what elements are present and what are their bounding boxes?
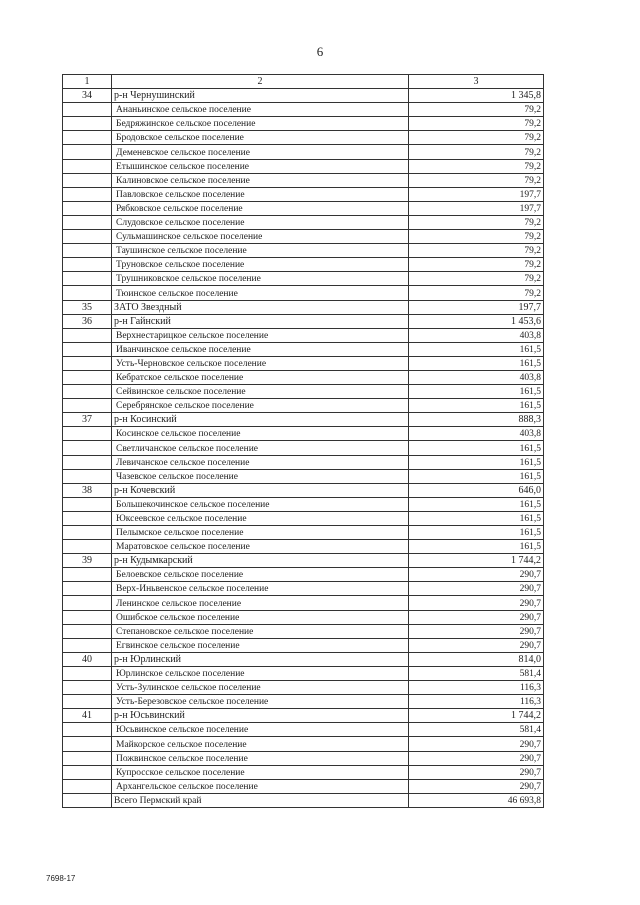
row-name: Ананьинское сельское поселение [112, 103, 409, 117]
row-name: р-н Гайнский [112, 314, 409, 328]
settlement-row [63, 751, 544, 765]
row-name: Серебрянское сельское поселение [112, 399, 409, 413]
row-name: Косинское сельское поселение [112, 427, 409, 441]
row-name: Егвинское сельское поселение [112, 638, 409, 652]
row-number [63, 215, 112, 229]
row-name: р-н Косинский [112, 413, 409, 427]
row-number [63, 286, 112, 300]
row-value: 290,7 [409, 737, 544, 751]
row-name: Ошибское сельское поселение [112, 610, 409, 624]
region-row [63, 413, 544, 427]
row-number [63, 793, 112, 807]
row-name: Таушинское сельское поселение [112, 244, 409, 258]
settlement-row [63, 342, 544, 356]
settlement-row [63, 399, 544, 413]
row-number [63, 737, 112, 751]
row-number [63, 511, 112, 525]
row-value: 290,7 [409, 610, 544, 624]
row-number [63, 497, 112, 511]
region-row [63, 554, 544, 568]
row-name: Купросское сельское поселение [112, 765, 409, 779]
settlement-row [63, 723, 544, 737]
row-value: 581,4 [409, 723, 544, 737]
settlement-row [63, 258, 544, 272]
settlement-row [63, 540, 544, 554]
row-number: 37 [63, 413, 112, 427]
row-name: Бродовское сельское поселение [112, 131, 409, 145]
settlement-row [63, 385, 544, 399]
row-number [63, 526, 112, 540]
row-value: 79,2 [409, 173, 544, 187]
settlement-row [63, 272, 544, 286]
row-name: Чазевское сельское поселение [112, 469, 409, 483]
row-name: Сульмашинское сельское поселение [112, 230, 409, 244]
row-name: Архангельское сельское поселение [112, 779, 409, 793]
row-number [63, 159, 112, 173]
row-value: 581,4 [409, 666, 544, 680]
total-row [63, 793, 544, 807]
row-value: 1 744,2 [409, 709, 544, 723]
settlement-row [63, 370, 544, 384]
row-number [63, 568, 112, 582]
settlement-row [63, 356, 544, 370]
row-number [63, 765, 112, 779]
row-name: Майкорское сельское поселение [112, 737, 409, 751]
row-name: Степановское сельское поселение [112, 624, 409, 638]
row-name: Слудовское сельское поселение [112, 215, 409, 229]
settlement-row [63, 638, 544, 652]
row-name: Пелымское сельское поселение [112, 526, 409, 540]
row-number: 34 [63, 89, 112, 103]
settlement-row [63, 328, 544, 342]
settlement-row [63, 596, 544, 610]
row-value: 403,8 [409, 370, 544, 384]
row-name: Тюинское сельское поселение [112, 286, 409, 300]
row-name: Юсьвинское сельское поселение [112, 723, 409, 737]
row-number [63, 638, 112, 652]
document-code: 7698-17 [46, 874, 76, 883]
row-value: 161,5 [409, 399, 544, 413]
row-value: 161,5 [409, 385, 544, 399]
row-name: Усть-Черновское сельское поселение [112, 356, 409, 370]
row-number [63, 779, 112, 793]
settlement-row [63, 695, 544, 709]
row-name: Павловское сельское поселение [112, 187, 409, 201]
row-value: 161,5 [409, 455, 544, 469]
header-col-1: 1 [63, 75, 112, 89]
row-number [63, 272, 112, 286]
row-number [63, 624, 112, 638]
settlement-row [63, 511, 544, 525]
row-value: 79,2 [409, 272, 544, 286]
row-number [63, 230, 112, 244]
settlement-row [63, 469, 544, 483]
row-number [63, 681, 112, 695]
row-value: 161,5 [409, 540, 544, 554]
settlement-row [63, 526, 544, 540]
settlement-row [63, 441, 544, 455]
row-number [63, 258, 112, 272]
row-name: р-н Кочевский [112, 483, 409, 497]
row-value: 1 453,6 [409, 314, 544, 328]
settlement-row [63, 497, 544, 511]
row-value: 161,5 [409, 469, 544, 483]
row-number [63, 399, 112, 413]
row-value: 161,5 [409, 356, 544, 370]
row-name: Верхнестарицкое сельское поселение [112, 328, 409, 342]
row-value: 814,0 [409, 652, 544, 666]
row-value: 79,2 [409, 145, 544, 159]
settlement-row [63, 568, 544, 582]
row-number [63, 540, 112, 554]
row-value: 290,7 [409, 582, 544, 596]
row-value: 79,2 [409, 103, 544, 117]
region-row [63, 300, 544, 314]
row-value: 116,3 [409, 695, 544, 709]
row-number: 38 [63, 483, 112, 497]
row-number: 40 [63, 652, 112, 666]
settlement-row [63, 173, 544, 187]
row-number [63, 342, 112, 356]
row-name: р-н Юсьвинский [112, 709, 409, 723]
settlement-row [63, 201, 544, 215]
row-number [63, 441, 112, 455]
row-number [63, 695, 112, 709]
row-name: Светличанское сельское поселение [112, 441, 409, 455]
row-number [63, 244, 112, 258]
row-name: Калиновское сельское поселение [112, 173, 409, 187]
settlement-row [63, 765, 544, 779]
settlement-row [63, 666, 544, 680]
row-value: 403,8 [409, 328, 544, 342]
row-value: 161,5 [409, 342, 544, 356]
row-number [63, 469, 112, 483]
row-value: 79,2 [409, 230, 544, 244]
row-number [63, 610, 112, 624]
row-value: 116,3 [409, 681, 544, 695]
row-number [63, 356, 112, 370]
row-value: 888,3 [409, 413, 544, 427]
row-name: Рябковское сельское поселение [112, 201, 409, 215]
row-value: 79,2 [409, 131, 544, 145]
row-number: 36 [63, 314, 112, 328]
row-value: 79,2 [409, 286, 544, 300]
row-value: 197,7 [409, 300, 544, 314]
row-value: 197,7 [409, 201, 544, 215]
row-value: 646,0 [409, 483, 544, 497]
row-value: 290,7 [409, 765, 544, 779]
data-table [62, 74, 544, 808]
row-name: Юрлинское сельское поселение [112, 666, 409, 680]
row-value: 79,2 [409, 258, 544, 272]
row-value: 46 693,8 [409, 793, 544, 807]
settlement-row [63, 624, 544, 638]
row-value: 290,7 [409, 751, 544, 765]
header-col-2: 2 [112, 75, 409, 89]
row-number [63, 328, 112, 342]
row-name: Всего Пермский край [112, 793, 409, 807]
row-value: 1 345,8 [409, 89, 544, 103]
row-name: Маратовское сельское поселение [112, 540, 409, 554]
row-number: 35 [63, 300, 112, 314]
row-number [63, 751, 112, 765]
row-number [63, 173, 112, 187]
row-name: р-н Чернушинский [112, 89, 409, 103]
row-value: 403,8 [409, 427, 544, 441]
row-value: 290,7 [409, 624, 544, 638]
row-value: 1 744,2 [409, 554, 544, 568]
row-name: Юксеевское сельское поселение [112, 511, 409, 525]
row-value: 161,5 [409, 441, 544, 455]
row-name: Трушниковское сельское поселение [112, 272, 409, 286]
table-header-row [63, 75, 544, 89]
row-number [63, 103, 112, 117]
settlement-row [63, 159, 544, 173]
settlement-row [63, 187, 544, 201]
row-number [63, 666, 112, 680]
row-name: Пожвинское сельское поселение [112, 751, 409, 765]
row-number [63, 455, 112, 469]
row-name: р-н Кудымкарский [112, 554, 409, 568]
settlement-row [63, 117, 544, 131]
settlement-row [63, 681, 544, 695]
row-name: Бедряжинское сельское поселение [112, 117, 409, 131]
row-number [63, 117, 112, 131]
settlement-row [63, 427, 544, 441]
row-value: 290,7 [409, 596, 544, 610]
row-value: 161,5 [409, 497, 544, 511]
row-number [63, 723, 112, 737]
row-number [63, 385, 112, 399]
row-value: 79,2 [409, 117, 544, 131]
settlement-row [63, 455, 544, 469]
row-number [63, 145, 112, 159]
row-name: Иванчинское сельское поселение [112, 342, 409, 356]
row-name: р-н Юрлинский [112, 652, 409, 666]
settlement-row [63, 610, 544, 624]
row-value: 79,2 [409, 159, 544, 173]
row-value: 290,7 [409, 568, 544, 582]
row-value: 290,7 [409, 779, 544, 793]
row-value: 79,2 [409, 215, 544, 229]
row-name: Усть-Зулинское сельское поселение [112, 681, 409, 695]
row-number: 41 [63, 709, 112, 723]
row-value: 161,5 [409, 511, 544, 525]
settlement-row [63, 244, 544, 258]
region-row [63, 709, 544, 723]
row-value: 161,5 [409, 526, 544, 540]
settlement-row [63, 145, 544, 159]
row-name: Етышинское сельское поселение [112, 159, 409, 173]
region-row [63, 483, 544, 497]
region-row [63, 314, 544, 328]
row-number [63, 201, 112, 215]
settlement-row [63, 215, 544, 229]
row-name: Кебратское сельское поселение [112, 370, 409, 384]
region-row [63, 89, 544, 103]
settlement-row [63, 779, 544, 793]
row-name: Усть-Березовское сельское поселение [112, 695, 409, 709]
settlement-row [63, 230, 544, 244]
row-name: Труновское сельское поселение [112, 258, 409, 272]
row-name: Большекочинское сельское поселение [112, 497, 409, 511]
row-number: 39 [63, 554, 112, 568]
settlement-row [63, 103, 544, 117]
region-row [63, 652, 544, 666]
row-name: Деменевское сельское поселение [112, 145, 409, 159]
row-value: 290,7 [409, 638, 544, 652]
header-col-3: 3 [409, 75, 544, 89]
settlement-row [63, 286, 544, 300]
row-number [63, 187, 112, 201]
row-name: Сейвинское сельское поселение [112, 385, 409, 399]
settlement-row [63, 582, 544, 596]
row-value: 79,2 [409, 244, 544, 258]
row-name: Белоевское сельское поселение [112, 568, 409, 582]
row-number [63, 582, 112, 596]
row-number [63, 427, 112, 441]
row-number [63, 596, 112, 610]
settlement-row [63, 131, 544, 145]
row-name: Ленинское сельское поселение [112, 596, 409, 610]
page-number: 6 [316, 44, 324, 59]
row-number [63, 131, 112, 145]
settlement-row [63, 737, 544, 751]
row-name: Верх-Иньвенское сельское поселение [112, 582, 409, 596]
row-name: Левичанское сельское поселение [112, 455, 409, 469]
row-value: 197,7 [409, 187, 544, 201]
row-number [63, 370, 112, 384]
row-name: ЗАТО Звездный [112, 300, 409, 314]
